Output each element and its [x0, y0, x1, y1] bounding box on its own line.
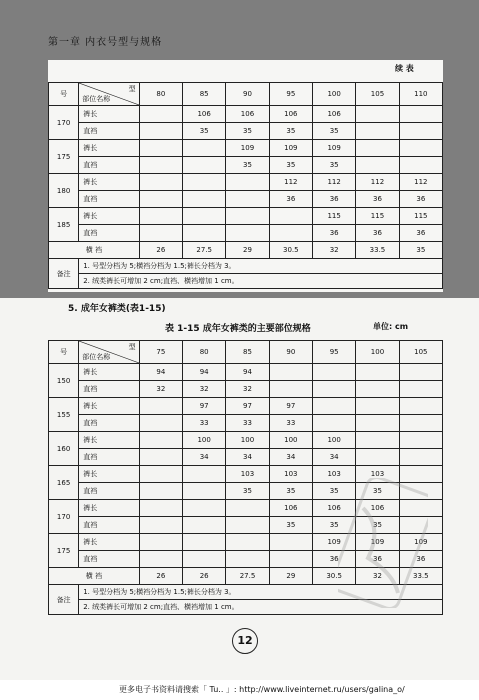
- value-cell: 36: [399, 551, 442, 568]
- table-row: [49, 191, 443, 208]
- value-cell: 35: [226, 157, 269, 174]
- unit-label: 单位: cm: [373, 322, 409, 331]
- type-column-header: 105: [399, 341, 442, 364]
- value-cell: 106: [312, 500, 355, 517]
- value-cell: 36: [312, 191, 355, 208]
- value-cell: 112: [269, 174, 312, 191]
- heng-row: [49, 242, 443, 259]
- value-cell: 32: [139, 381, 182, 398]
- value-cell: 106: [269, 106, 312, 123]
- type-column-header: 75: [139, 341, 182, 364]
- value-cell: 112: [312, 174, 355, 191]
- heng-label: 横 裆: [49, 568, 140, 585]
- hao-cell: 150: [49, 364, 79, 398]
- value-cell: 106: [269, 500, 312, 517]
- value-cell: 35: [226, 123, 269, 140]
- part-cell: 裤长: [79, 534, 139, 551]
- value-cell: 106: [356, 500, 399, 517]
- part-header: 部位名称: [82, 95, 111, 103]
- table-row: [49, 106, 443, 123]
- table-row: [49, 364, 443, 381]
- hao-cell: 165: [49, 466, 79, 500]
- value-cell: 34: [183, 449, 226, 466]
- value-cell: 36: [356, 191, 399, 208]
- heng-value: 27.5: [226, 568, 269, 585]
- value-cell: 34: [226, 449, 269, 466]
- heng-value: 29: [269, 568, 312, 585]
- value-cell: 35: [312, 123, 355, 140]
- value-cell: [356, 398, 399, 415]
- table-row: [49, 415, 443, 432]
- value-cell: [269, 208, 312, 225]
- value-cell: [139, 225, 182, 242]
- part-cell: 裤长: [79, 106, 139, 123]
- value-cell: 97: [269, 398, 312, 415]
- value-cell: 33: [183, 415, 226, 432]
- value-cell: [226, 225, 269, 242]
- type-header: 型: [128, 343, 136, 351]
- value-cell: [399, 398, 442, 415]
- type-column-header: 100: [312, 83, 355, 106]
- value-cell: [356, 123, 399, 140]
- note-line: 2. 绒类裤长可增加 2 cm;直裆、横裆增加 1 cm。: [79, 600, 443, 615]
- value-cell: 109: [312, 534, 355, 551]
- page-number: 12: [232, 628, 258, 654]
- value-cell: [356, 415, 399, 432]
- value-cell: 35: [226, 483, 269, 500]
- note-label: 备注: [49, 259, 79, 289]
- part-cell: 裤长: [79, 208, 139, 225]
- value-cell: 32: [183, 381, 226, 398]
- value-cell: [399, 449, 442, 466]
- table-mens-pants-continued: [48, 82, 443, 289]
- value-cell: [269, 381, 312, 398]
- value-cell: [183, 208, 226, 225]
- value-cell: [139, 208, 182, 225]
- part-cell: 裤长: [79, 364, 139, 381]
- value-cell: 100: [312, 432, 355, 449]
- hao-cell: 175: [49, 140, 79, 174]
- value-cell: [139, 466, 182, 483]
- value-cell: 34: [269, 449, 312, 466]
- value-cell: 112: [356, 174, 399, 191]
- value-cell: [269, 364, 312, 381]
- heng-value: 26: [183, 568, 226, 585]
- value-cell: [139, 517, 182, 534]
- value-cell: [312, 398, 355, 415]
- value-cell: [183, 140, 226, 157]
- value-cell: [139, 551, 182, 568]
- heng-value: 32: [312, 242, 355, 259]
- table-row: [49, 208, 443, 225]
- value-cell: 103: [312, 466, 355, 483]
- value-cell: 35: [356, 517, 399, 534]
- value-cell: 36: [312, 225, 355, 242]
- value-cell: 36: [399, 225, 442, 242]
- value-cell: [139, 500, 182, 517]
- value-cell: [226, 174, 269, 191]
- heng-value: 33.5: [399, 568, 442, 585]
- part-cell: 直裆: [79, 415, 139, 432]
- value-cell: [183, 551, 226, 568]
- value-cell: 109: [312, 140, 355, 157]
- value-cell: 35: [312, 157, 355, 174]
- footer-link[interactable]: 更多电子书资料请搜索「 Tu.. 」: http://www.liveinternet.ru/users/galina_o/: [119, 685, 405, 694]
- value-cell: 103: [356, 466, 399, 483]
- hao-cell: 170: [49, 500, 79, 534]
- value-cell: 94: [226, 364, 269, 381]
- value-cell: [183, 517, 226, 534]
- value-cell: [139, 483, 182, 500]
- table-row: [49, 381, 443, 398]
- part-cell: 直裆: [79, 483, 139, 500]
- part-cell: 裤长: [79, 500, 139, 517]
- value-cell: [399, 432, 442, 449]
- value-cell: [399, 364, 442, 381]
- heng-value: 29: [226, 242, 269, 259]
- value-cell: 109: [226, 140, 269, 157]
- type-column-header: 95: [312, 341, 355, 364]
- value-cell: [356, 140, 399, 157]
- section-heading: 5. 成年女裤类(表1-15): [68, 304, 166, 314]
- value-cell: 109: [399, 534, 442, 551]
- value-cell: [183, 483, 226, 500]
- heng-value: 32: [356, 568, 399, 585]
- value-cell: 100: [269, 432, 312, 449]
- value-cell: 35: [269, 483, 312, 500]
- type-header: 型: [128, 85, 136, 93]
- hao-cell: 155: [49, 398, 79, 432]
- value-cell: 109: [356, 534, 399, 551]
- value-cell: 35: [183, 123, 226, 140]
- chapter-header: 第一章 内衣号型与规格: [48, 37, 163, 48]
- value-cell: [399, 157, 442, 174]
- value-cell: [139, 140, 182, 157]
- heng-value: 30.5: [312, 568, 355, 585]
- value-cell: 35: [312, 483, 355, 500]
- hao-cell: 185: [49, 208, 79, 242]
- value-cell: [183, 466, 226, 483]
- value-cell: [356, 432, 399, 449]
- hao-cell: 175: [49, 534, 79, 568]
- part-cell: 直裆: [79, 449, 139, 466]
- value-cell: [312, 364, 355, 381]
- value-cell: 36: [399, 191, 442, 208]
- part-cell: 直裆: [79, 157, 139, 174]
- part-cell: 裤长: [79, 466, 139, 483]
- value-cell: 36: [356, 225, 399, 242]
- value-cell: 112: [399, 174, 442, 191]
- part-cell: 裤长: [79, 174, 139, 191]
- heng-label: 横 裆: [49, 242, 140, 259]
- type-column-header: 110: [399, 83, 442, 106]
- hao-header: 号: [49, 341, 79, 364]
- value-cell: [269, 551, 312, 568]
- value-cell: 106: [183, 106, 226, 123]
- value-cell: 115: [356, 208, 399, 225]
- value-cell: 115: [399, 208, 442, 225]
- value-cell: [226, 551, 269, 568]
- table-row: [49, 174, 443, 191]
- heng-value: 30.5: [269, 242, 312, 259]
- part-cell: 裤长: [79, 432, 139, 449]
- value-cell: [139, 191, 182, 208]
- value-cell: [356, 381, 399, 398]
- value-cell: [183, 500, 226, 517]
- value-cell: 36: [269, 191, 312, 208]
- watermark-stamp: [338, 478, 428, 608]
- heng-value: 26: [139, 568, 182, 585]
- note-line: 2. 绒类裤长可增加 2 cm;直裆、横裆增加 1 cm。: [79, 274, 443, 289]
- note-line: 1. 号型分档为 5;横裆分档为 1.5;裤长分档为 3。: [79, 259, 443, 274]
- value-cell: 97: [183, 398, 226, 415]
- part-cell: 裤长: [79, 398, 139, 415]
- value-cell: [139, 157, 182, 174]
- table-row: [49, 432, 443, 449]
- value-cell: [356, 364, 399, 381]
- value-cell: 35: [312, 517, 355, 534]
- value-cell: [356, 157, 399, 174]
- part-header: 部位名称: [82, 353, 111, 361]
- value-cell: 36: [356, 551, 399, 568]
- note-line: 1. 号型分档为 5;横裆分档为 1.5;裤长分档为 3。: [79, 585, 443, 600]
- hao-cell: 170: [49, 106, 79, 140]
- table-row: [49, 225, 443, 242]
- value-cell: 100: [183, 432, 226, 449]
- value-cell: 94: [183, 364, 226, 381]
- part-cell: 直裆: [79, 191, 139, 208]
- value-cell: [356, 106, 399, 123]
- value-cell: [183, 225, 226, 242]
- value-cell: [139, 174, 182, 191]
- value-cell: [399, 106, 442, 123]
- value-cell: 33: [269, 415, 312, 432]
- value-cell: [226, 534, 269, 551]
- hao-cell: 160: [49, 432, 79, 466]
- value-cell: [312, 381, 355, 398]
- value-cell: [269, 534, 312, 551]
- value-cell: [226, 500, 269, 517]
- value-cell: [139, 534, 182, 551]
- table-row: [49, 123, 443, 140]
- table-row: [49, 140, 443, 157]
- value-cell: 106: [312, 106, 355, 123]
- table-row: [49, 398, 443, 415]
- value-cell: [399, 415, 442, 432]
- table-row: [49, 449, 443, 466]
- diagonal-header-cell: [79, 83, 139, 106]
- value-cell: 35: [269, 157, 312, 174]
- value-cell: [269, 225, 312, 242]
- part-cell: 直裆: [79, 123, 139, 140]
- type-column-header: 105: [356, 83, 399, 106]
- type-column-header: 80: [139, 83, 182, 106]
- heng-value: 26: [139, 242, 182, 259]
- value-cell: 36: [312, 551, 355, 568]
- value-cell: 109: [269, 140, 312, 157]
- part-cell: 直裆: [79, 381, 139, 398]
- value-cell: [139, 415, 182, 432]
- heng-value: 35: [399, 242, 442, 259]
- type-column-header: 90: [269, 341, 312, 364]
- value-cell: 33: [226, 415, 269, 432]
- continued-label: 续 表: [395, 64, 414, 73]
- value-cell: [183, 157, 226, 174]
- table-caption: 表 1-15 成年女裤类的主要部位规格: [165, 324, 311, 334]
- value-cell: 94: [139, 364, 182, 381]
- value-cell: 32: [226, 381, 269, 398]
- value-cell: [356, 449, 399, 466]
- type-column-header: 95: [269, 83, 312, 106]
- type-column-header: 80: [183, 341, 226, 364]
- value-cell: [139, 398, 182, 415]
- table-row: [49, 157, 443, 174]
- value-cell: [139, 449, 182, 466]
- hao-header: 号: [49, 83, 79, 106]
- value-cell: [183, 191, 226, 208]
- note-label: 备注: [49, 585, 79, 615]
- heng-value: 27.5: [183, 242, 226, 259]
- value-cell: 103: [269, 466, 312, 483]
- value-cell: [399, 140, 442, 157]
- type-column-header: 85: [183, 83, 226, 106]
- value-cell: [399, 123, 442, 140]
- type-column-header: 100: [356, 341, 399, 364]
- value-cell: [226, 191, 269, 208]
- value-cell: [139, 123, 182, 140]
- part-cell: 直裆: [79, 517, 139, 534]
- value-cell: [399, 381, 442, 398]
- value-cell: [226, 208, 269, 225]
- value-cell: [183, 174, 226, 191]
- part-cell: 直裆: [79, 225, 139, 242]
- value-cell: 106: [226, 106, 269, 123]
- diagonal-header-cell: [79, 341, 139, 364]
- value-cell: 34: [312, 449, 355, 466]
- value-cell: [183, 534, 226, 551]
- value-cell: 103: [226, 466, 269, 483]
- value-cell: [312, 415, 355, 432]
- type-column-header: 85: [226, 341, 269, 364]
- part-cell: 裤长: [79, 140, 139, 157]
- value-cell: 35: [269, 517, 312, 534]
- hao-cell: 180: [49, 174, 79, 208]
- value-cell: 97: [226, 398, 269, 415]
- footer-bar: [0, 680, 479, 700]
- value-cell: [139, 106, 182, 123]
- type-column-header: 90: [226, 83, 269, 106]
- value-cell: [139, 432, 182, 449]
- value-cell: 35: [356, 483, 399, 500]
- value-cell: 35: [269, 123, 312, 140]
- value-cell: 100: [226, 432, 269, 449]
- heng-value: 33.5: [356, 242, 399, 259]
- value-cell: [226, 517, 269, 534]
- value-cell: 115: [312, 208, 355, 225]
- part-cell: 直裆: [79, 551, 139, 568]
